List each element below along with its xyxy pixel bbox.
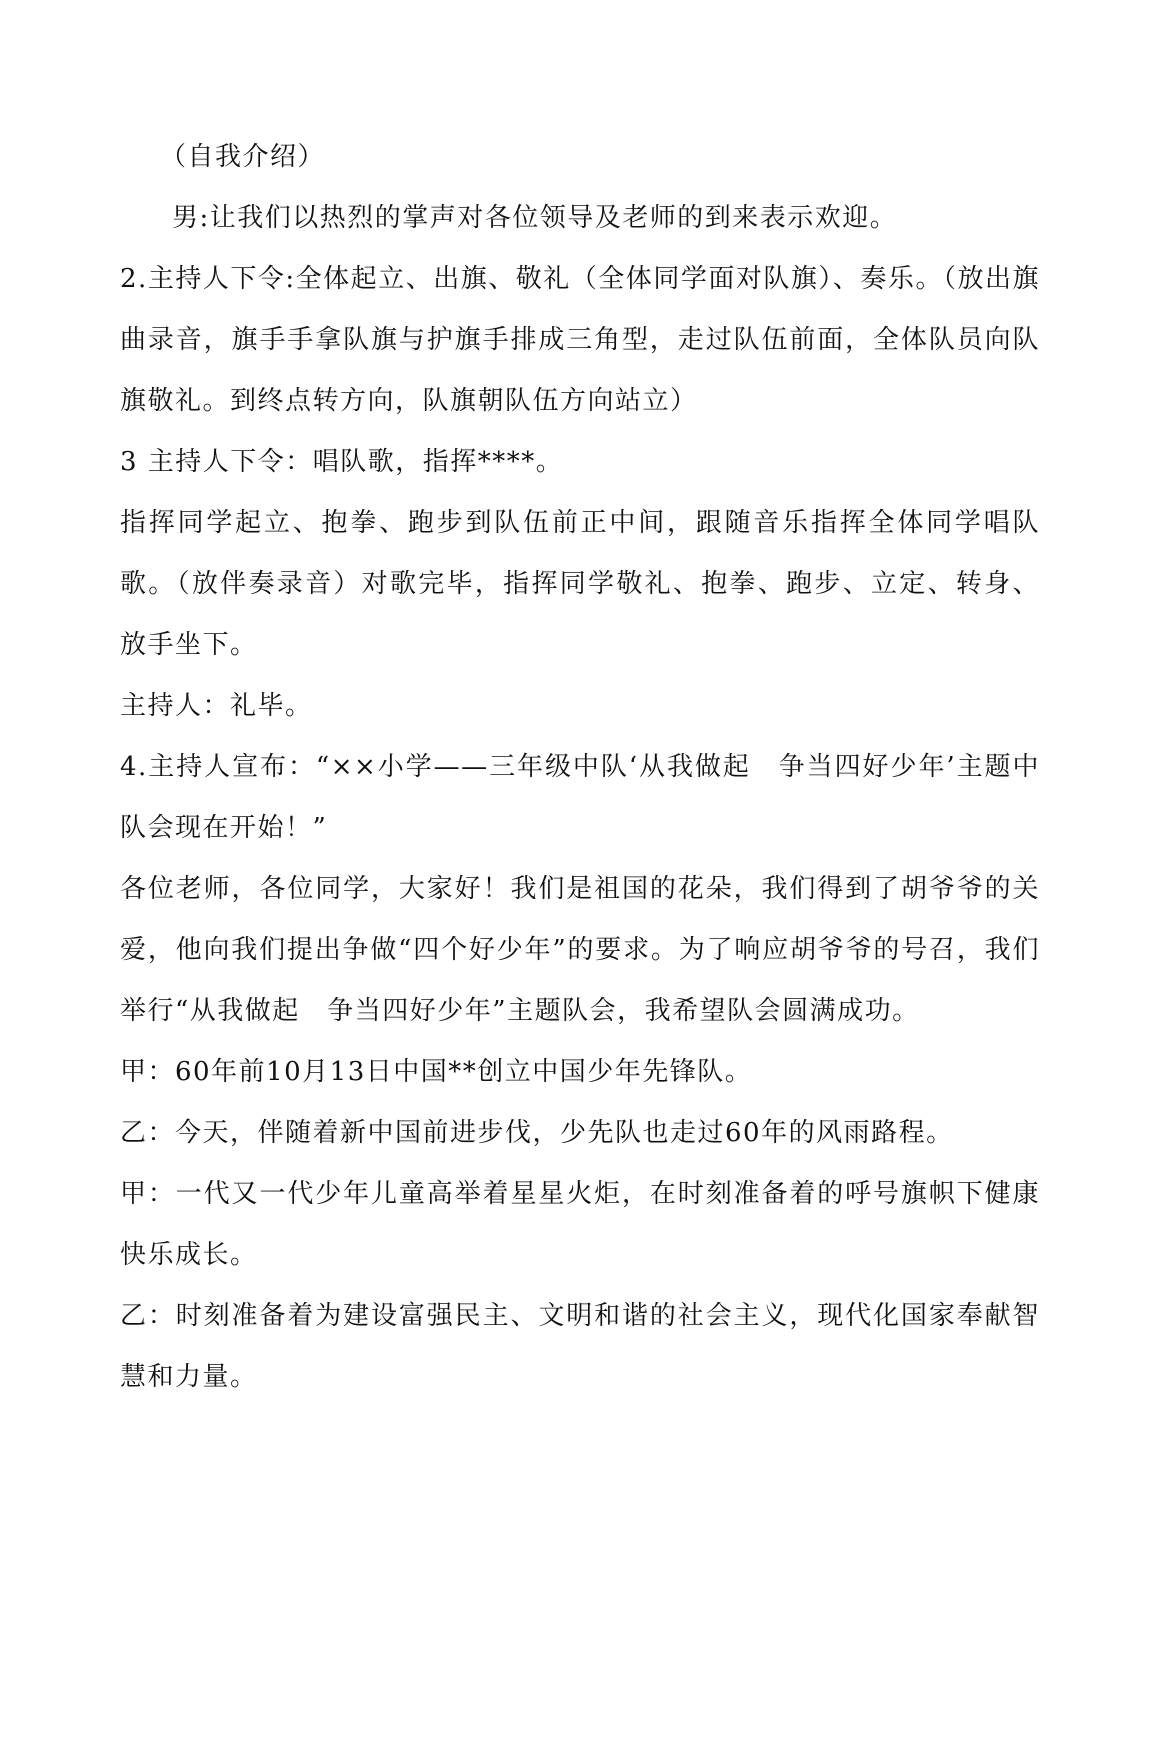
paragraph-b-ready: 乙：时刻准备着为建设富强民主、文明和谐的社会主义，现代化国家奉献智慧和力量。 bbox=[120, 1301, 1040, 1392]
paragraph-conductor: 指挥同学起立、抱拳、跑步到队伍前正中间，跟随音乐指挥全体同学唱队歌。（放伴奏录音）对歌完毕，指挥同学敬礼、抱拳、跑步、立定、转身、放手坐下。 bbox=[120, 508, 1040, 660]
paragraph-b-today: 乙：今天，伴随着新中国前进步伐，少先队也走过60年的风雨路程。 bbox=[120, 1118, 954, 1148]
paragraph-announcement: 4.主持人宣布：“××小学——三年级中队‘从我做起 争当四好少年’主题中队会现在开始！” bbox=[120, 752, 1040, 843]
paragraph-welcome: 男:让我们以热烈的掌声对各位领导及老师的到来表示欢迎。 bbox=[172, 203, 898, 233]
paragraph-a-generations: 甲：一代又一代少年儿童高举着星星火炬，在时刻准备着的呼号旗帜下健康快乐成长。 bbox=[120, 1179, 1040, 1270]
paragraph-greeting: 各位老师，各位同学，大家好！我们是祖国的花朵，我们得到了胡爷爷的关爱，他向我们提出争做“四个好少年”的要求。为了响应胡爷爷的号召，我们举行“从我做起 争当四好少年”主题队会，我希望队会圆满成功。 bbox=[120, 874, 1040, 1026]
paragraph-team-song: 3 主持人下令：唱队歌，指挥****。 bbox=[120, 447, 564, 477]
document-body bbox=[120, 127, 1040, 1408]
paragraph-salute-done: 主持人：礼毕。 bbox=[120, 691, 313, 721]
paragraph-flag-ceremony: 2.主持人下令:全体起立、出旗、敬礼（全体同学面对队旗）、奏乐。（放出旗曲录音，旗手手拿队旗与护旗手排成三角型，走过队伍前面，全体队员向队旗敬礼。到终点转方向，队旗朝队伍方向站立） bbox=[120, 264, 1040, 416]
paragraph-a-history: 甲：60年前10月13日中国**创立中国少年先锋队。 bbox=[120, 1057, 753, 1087]
paragraph-self-intro: （自我介绍） bbox=[160, 142, 326, 172]
